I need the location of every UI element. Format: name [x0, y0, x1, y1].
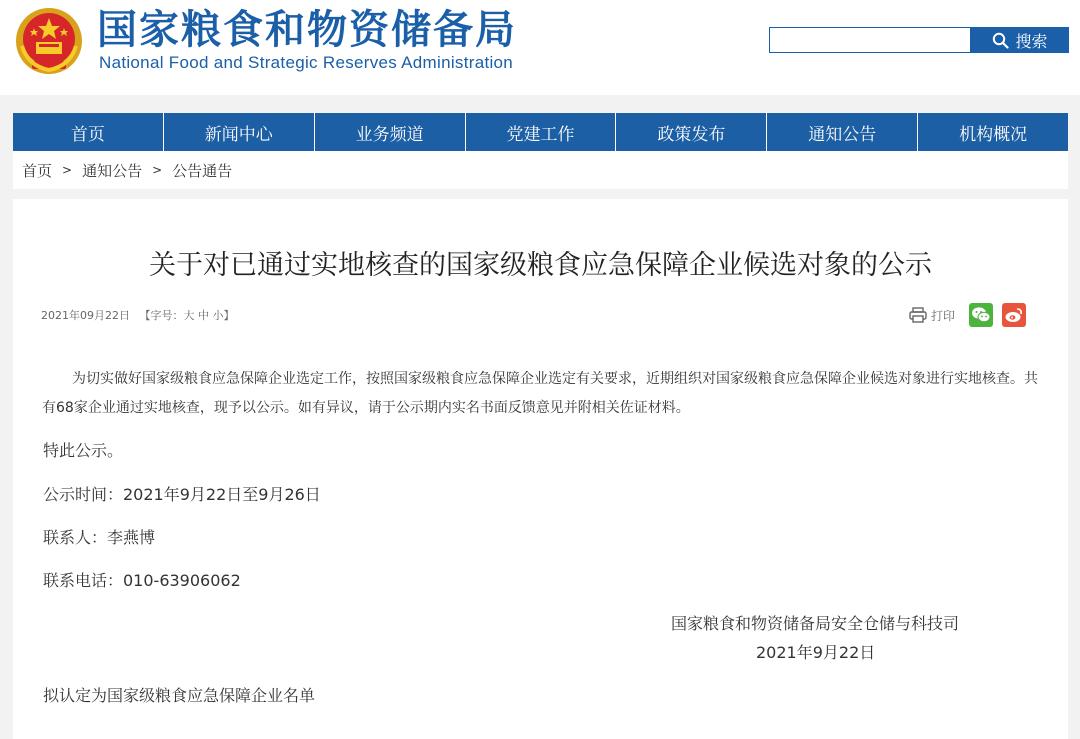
- contact-line: 联系人：李燕博: [43, 528, 156, 547]
- signature-date: 2021年9月22日: [756, 643, 876, 662]
- phone-line: 联系电话：010-63906062: [43, 571, 241, 590]
- article: [13, 199, 1068, 739]
- font-size-small[interactable]: 小: [212, 309, 224, 322]
- search-button[interactable]: [971, 27, 1069, 53]
- notice-line: 特此公示。: [43, 441, 124, 460]
- share-weibo-button[interactable]: [1002, 303, 1026, 327]
- nav-item-party[interactable]: 党建工作: [466, 113, 617, 151]
- print-label: 打印: [931, 308, 956, 323]
- national-emblem-icon: [14, 6, 84, 76]
- font-size-prefix: 【字号：: [139, 309, 184, 322]
- print-button[interactable]: [909, 307, 955, 324]
- article-tools: [909, 303, 1026, 327]
- search-icon: [992, 32, 1009, 49]
- nav-item-home[interactable]: 首页: [13, 113, 164, 151]
- breadcrumb-home[interactable]: 首页: [22, 161, 53, 180]
- breadcrumb-announcements[interactable]: 公告通告: [172, 161, 233, 180]
- signature-org: 国家粮食和物资储备局安全仓储与科技司: [671, 614, 960, 633]
- breadcrumb-notices[interactable]: 通知公告: [82, 161, 143, 180]
- site-header: [0, 0, 1080, 95]
- main-nav: [13, 113, 1068, 151]
- share-wechat-button[interactable]: [969, 303, 993, 327]
- period-line: 公示时间：2021年9月22日至9月26日: [43, 485, 321, 504]
- search-input[interactable]: [769, 27, 971, 53]
- site-name-en[interactable]: National Food and Strategic Reserves Administration: [99, 53, 514, 72]
- nav-item-policy[interactable]: 政策发布: [616, 113, 767, 151]
- nav-item-business[interactable]: 业务频道: [315, 113, 466, 151]
- attachment-link[interactable]: 拟认定为国家级粮食应急保障企业名单: [43, 686, 316, 705]
- article-date: 2021年09月22日: [41, 309, 130, 322]
- search-button-label: 搜索: [1015, 31, 1048, 51]
- nav-item-about[interactable]: 机构概况: [959, 124, 1028, 145]
- breadcrumb-separator: >: [152, 163, 163, 177]
- font-size-large[interactable]: 大: [183, 309, 195, 322]
- printer-icon: [909, 307, 927, 323]
- breadcrumb-separator: >: [62, 163, 73, 177]
- breadcrumb: [13, 151, 1068, 189]
- nav-item-news[interactable]: 新闻中心: [164, 113, 315, 151]
- wechat-icon: [971, 306, 991, 324]
- nav-item-notices[interactable]: 通知公告: [767, 113, 918, 151]
- article-paragraph: 为切实做好国家级粮食应急保障企业选定工作，按照国家级粮食应急保障企业选定有关要求，近期组织对国家级粮食应急保障企业候选对象进行实地核查。共有68家企业通过实地核查，现予以公示。如有异议，请于公示期内实名书面反馈意见并附相关佐证材料。: [42, 371, 1038, 416]
- weibo-icon: [1004, 306, 1024, 324]
- article-meta: [41, 307, 235, 323]
- font-size-medium[interactable]: 中: [198, 309, 209, 322]
- article-body: [42, 365, 1042, 423]
- site-name-cn[interactable]: 国家粮食和物资储备局: [97, 6, 517, 53]
- article-title: 关于对已通过实地核查的国家级粮食应急保障企业候选对象的公示: [149, 250, 932, 281]
- font-size-suffix: 】: [223, 309, 235, 322]
